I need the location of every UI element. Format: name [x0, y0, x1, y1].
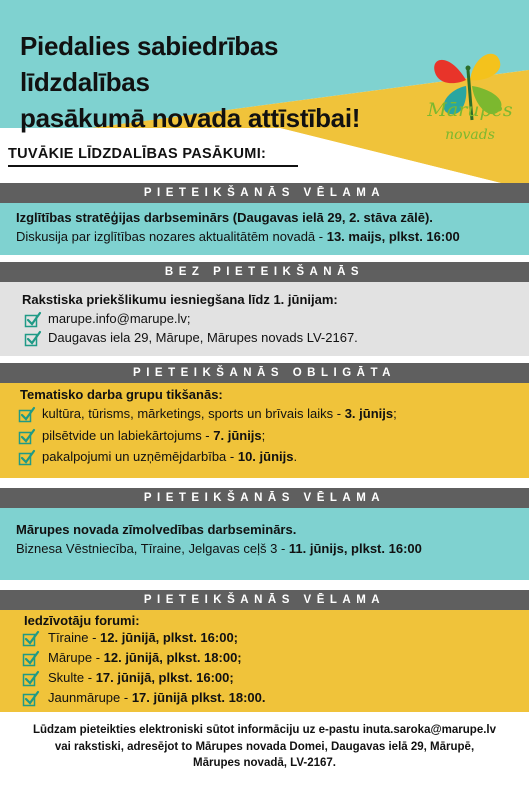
section-4-line-2 [16, 540, 422, 558]
item-end: . [293, 449, 298, 464]
section-3 [0, 383, 529, 478]
item-date: 17. jūnijā, plkst. 16:00; [95, 670, 234, 685]
item-text: pakalpojumi un uzņēmējdarbība - [42, 449, 238, 464]
section-1-line-1: Izglītības stratēģijas darbseminārs (Daugavas ielā 29, 2. stāva zālē). [16, 210, 433, 225]
section-1-line-2 [16, 228, 460, 246]
item-text: Tīraine - [48, 630, 101, 645]
item-date: 7. jūnijs [213, 428, 262, 443]
section-4-date: 11. jūnijs, plkst. 16:00 [288, 541, 422, 556]
item-date: 12. jūnijā, plkst. 16:00; [100, 630, 239, 645]
section-2 [0, 282, 529, 356]
section-5-item-2 [48, 649, 242, 667]
item-date: 3. jūnijs [344, 406, 394, 421]
section-5-item-1 [48, 629, 238, 647]
item-end: ; [261, 428, 266, 443]
section-1-desc: Diskusija par izglītības nozares aktualitātēm novadā - [16, 229, 327, 244]
title-line-1: Piedalies sabiedrības līdzdalības [20, 31, 279, 97]
check-icon [22, 630, 40, 648]
section-1 [0, 203, 529, 255]
section-3-item-2 [42, 427, 265, 445]
section-5-item-3 [48, 669, 234, 687]
heading-underline [8, 165, 298, 167]
section-3-item-1 [42, 405, 397, 423]
footer-line-2: vai rakstiski, adresējot to Mārupes novada Domei, Daugavas ielā 29, Mārupē, [54, 740, 475, 753]
item-text: kultūra, tūrisms, mārketings, sports un brīvais laiks - [42, 406, 345, 421]
section-5-heading: Iedzīvotāju forumi: [24, 613, 140, 628]
section-1-bar: PIETEIKŠANĀS VĒLAMA [0, 183, 529, 203]
check-icon [22, 690, 40, 708]
section-1-date: 13. maijs, plkst. 16:00 [326, 229, 460, 244]
footer-line-3: Mārupes novadā, LV-2167. [193, 757, 336, 769]
logo-name: Mārupes [427, 99, 513, 121]
footer-note [0, 722, 529, 772]
check-icon [18, 449, 36, 467]
logo-subtitle: novads [445, 127, 495, 143]
section-5 [0, 610, 529, 712]
section-4-bar: PIETEIKŠANĀS VĒLAMA [0, 488, 529, 508]
item-text: Skulte - [48, 670, 96, 685]
section-2-heading: Rakstiska priekšlikumu iesniegšana līdz 1. jūnijam: [22, 292, 338, 307]
section-4 [0, 508, 529, 580]
check-icon [18, 428, 36, 446]
section-5-bar: PIETEIKŠANĀS VĒLAMA [0, 590, 529, 610]
item-date: 12. jūnijā, plkst. 18:00; [103, 650, 242, 665]
check-icon [22, 670, 40, 688]
section-4-line-1: Mārupes novada zīmolvedības darbseminārs. [16, 522, 297, 537]
item-text: Jaunmārupe - [48, 690, 132, 705]
item-end: ; [393, 406, 397, 421]
item-date: 10. jūnijs [237, 449, 294, 464]
check-icon [24, 311, 42, 329]
section-2-item-2: Daugavas iela 29, Mārupe, Mārupes novads LV-2167. [48, 330, 358, 345]
check-icon [24, 330, 42, 348]
check-icon [22, 650, 40, 668]
item-text: pilsētvide un labiekārtojums - [42, 428, 214, 443]
section-2-item-1: marupe.info@marupe.lv; [48, 311, 191, 326]
upcoming-events-heading: TUVĀKIE LĪDZDALĪBAS PASĀKUMI: [8, 146, 267, 162]
footer-line-1: Lūdzam pieteikties elektroniski sūtot informāciju uz e-pastu inuta.saroka@marupe.lv [32, 724, 497, 736]
item-date: 17. jūnijā plkst. 18:00. [131, 690, 266, 705]
page-title [20, 28, 410, 136]
section-4-desc: Biznesa Vēstniecība, Tīraine, Jelgavas ceļš 3 - [16, 541, 289, 556]
section-5-item-4 [48, 689, 266, 707]
section-3-bar: PIETEIKŠANĀS OBLIGĀTA [0, 363, 529, 383]
section-3-heading: Tematisko darba grupu tikšanās: [20, 387, 223, 402]
section-3-item-3 [42, 448, 297, 466]
item-text: Mārupe - [48, 650, 104, 665]
check-icon [18, 406, 36, 424]
title-line-2: pasākumā novada attīstībai! [20, 103, 361, 133]
section-2-bar: BEZ PIETEIKŠANĀS [0, 262, 529, 282]
